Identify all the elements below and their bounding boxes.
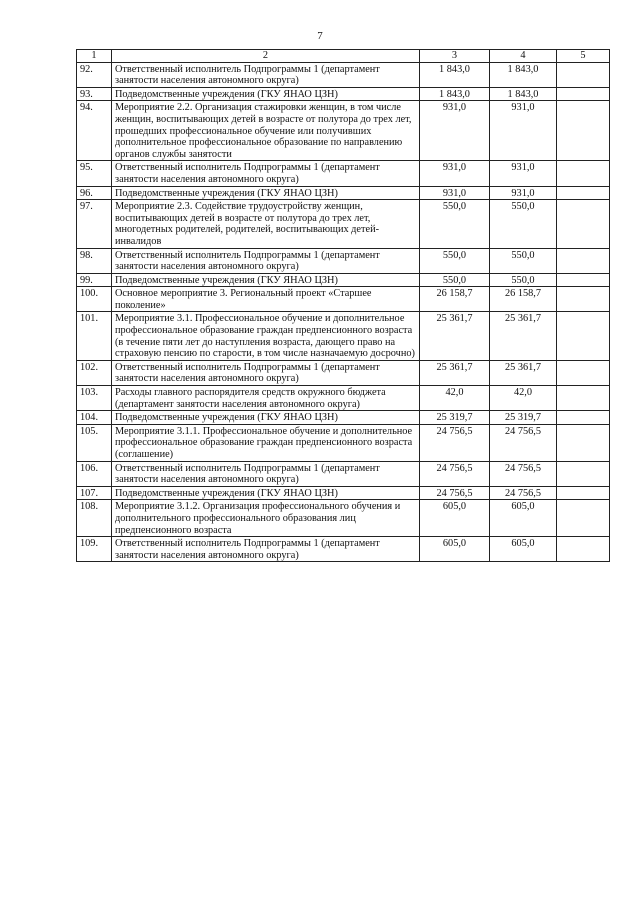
- row-description-cell: Мероприятие 3.1.2. Организация профессионального обучения и дополнительного профессионального образования лиц предпенсионного возраста: [112, 500, 420, 537]
- table-row: [77, 87, 610, 101]
- row-value-col5-cell: [557, 186, 610, 200]
- row-number-cell: 96.: [77, 186, 112, 200]
- row-value-col4-cell: 25 361,7: [490, 360, 557, 385]
- row-value-col5-cell: [557, 101, 610, 161]
- row-value-col5-cell: [557, 411, 610, 425]
- row-value-col3-cell: 605,0: [420, 500, 490, 537]
- table-row: [77, 287, 610, 312]
- row-description-cell: Расходы главного распорядителя средств окружного бюджета (департамент занятости населения автономного округа): [112, 386, 420, 411]
- row-number-cell: 104.: [77, 411, 112, 425]
- row-description-cell: Подведомственные учреждения (ГКУ ЯНАО ЦЗН): [112, 486, 420, 500]
- row-value-col5-cell: [557, 248, 610, 273]
- row-value-col3-cell: 24 756,5: [420, 424, 490, 461]
- row-number-cell: 107.: [77, 486, 112, 500]
- row-description-cell: Мероприятие 2.2. Организация стажировки женщин, в том числе женщин, воспитывающих детей в возрасте от полутора до трех лет, прошедших профессиональное обучение или получивших дополнительное профессиональное образование по направлению органов службы занятости: [112, 101, 420, 161]
- table-row: [77, 537, 610, 562]
- page-number: 7: [317, 30, 323, 42]
- row-description-cell: Ответственный исполнитель Подпрограммы 1 (департамент занятости населения автономного округа): [112, 161, 420, 186]
- row-value-col4-cell: 931,0: [490, 161, 557, 186]
- table-header-row: [77, 50, 610, 63]
- table-row: [77, 62, 610, 87]
- table-body: [77, 62, 610, 562]
- budget-table: [76, 49, 610, 562]
- row-description-cell: Ответственный исполнитель Подпрограммы 1 (департамент занятости населения автономного округа): [112, 248, 420, 273]
- table-row: [77, 312, 610, 360]
- table-row: [77, 248, 610, 273]
- row-value-col4-cell: 605,0: [490, 500, 557, 537]
- table-row: [77, 200, 610, 248]
- table-row: [77, 161, 610, 186]
- row-value-col5-cell: [557, 537, 610, 562]
- row-number-cell: 106.: [77, 461, 112, 486]
- row-description-cell: Ответственный исполнитель Подпрограммы 1 (департамент занятости населения автономного округа): [112, 360, 420, 385]
- row-value-col3-cell: 25 319,7: [420, 411, 490, 425]
- row-value-col3-cell: 24 756,5: [420, 461, 490, 486]
- row-number-cell: 100.: [77, 287, 112, 312]
- header-col-1: 1: [77, 50, 112, 63]
- row-value-col5-cell: [557, 360, 610, 385]
- row-value-col5-cell: [557, 312, 610, 360]
- row-description-cell: Ответственный исполнитель Подпрограммы 1 (департамент занятости населения автономного округа): [112, 461, 420, 486]
- row-value-col3-cell: 931,0: [420, 186, 490, 200]
- row-value-col5-cell: [557, 386, 610, 411]
- table-row: [77, 101, 610, 161]
- row-value-col4-cell: 24 756,5: [490, 424, 557, 461]
- row-value-col5-cell: [557, 62, 610, 87]
- table-row: [77, 500, 610, 537]
- row-value-col5-cell: [557, 161, 610, 186]
- row-number-cell: 97.: [77, 200, 112, 248]
- row-value-col4-cell: 25 361,7: [490, 312, 557, 360]
- row-description-cell: Подведомственные учреждения (ГКУ ЯНАО ЦЗН): [112, 87, 420, 101]
- table-row: [77, 424, 610, 461]
- header-col-4: 4: [490, 50, 557, 63]
- row-value-col4-cell: 550,0: [490, 200, 557, 248]
- row-value-col5-cell: [557, 424, 610, 461]
- row-value-col5-cell: [557, 273, 610, 287]
- row-value-col3-cell: 1 843,0: [420, 62, 490, 87]
- row-value-col3-cell: 605,0: [420, 537, 490, 562]
- row-value-col5-cell: [557, 461, 610, 486]
- row-value-col4-cell: 42,0: [490, 386, 557, 411]
- row-number-cell: 99.: [77, 273, 112, 287]
- row-value-col4-cell: 1 843,0: [490, 62, 557, 87]
- table-row: [77, 386, 610, 411]
- row-description-cell: Ответственный исполнитель Подпрограммы 1 (департамент занятости населения автономного округа): [112, 62, 420, 87]
- row-value-col3-cell: 931,0: [420, 161, 490, 186]
- row-description-cell: Мероприятие 3.1.1. Профессиональное обучение и дополнительное профессиональное образование граждан предпенсионного возраста (соглашение): [112, 424, 420, 461]
- row-number-cell: 98.: [77, 248, 112, 273]
- row-value-col4-cell: 24 756,5: [490, 461, 557, 486]
- row-value-col4-cell: 25 319,7: [490, 411, 557, 425]
- row-description-cell: Подведомственные учреждения (ГКУ ЯНАО ЦЗН): [112, 411, 420, 425]
- table-row: [77, 411, 610, 425]
- row-value-col5-cell: [557, 200, 610, 248]
- row-value-col3-cell: 25 361,7: [420, 360, 490, 385]
- table-row: [77, 461, 610, 486]
- row-value-col4-cell: 931,0: [490, 101, 557, 161]
- row-number-cell: 108.: [77, 500, 112, 537]
- row-value-col5-cell: [557, 87, 610, 101]
- header-col-2: 2: [112, 50, 420, 63]
- row-description-cell: Мероприятие 2.3. Содействие трудоустройству женщин, воспитывающих детей в возрасте от полутора до трех лет, многодетных родителей, родителей, воспитывающих детей-инвалидов: [112, 200, 420, 248]
- row-number-cell: 92.: [77, 62, 112, 87]
- row-value-col4-cell: 550,0: [490, 248, 557, 273]
- row-number-cell: 102.: [77, 360, 112, 385]
- row-value-col3-cell: 550,0: [420, 248, 490, 273]
- row-number-cell: 95.: [77, 161, 112, 186]
- table-row: [77, 273, 610, 287]
- row-value-col3-cell: 550,0: [420, 273, 490, 287]
- row-value-col3-cell: 931,0: [420, 101, 490, 161]
- row-description-cell: Подведомственные учреждения (ГКУ ЯНАО ЦЗН): [112, 186, 420, 200]
- row-value-col3-cell: 24 756,5: [420, 486, 490, 500]
- row-value-col4-cell: 550,0: [490, 273, 557, 287]
- row-value-col4-cell: 26 158,7: [490, 287, 557, 312]
- row-description-cell: Подведомственные учреждения (ГКУ ЯНАО ЦЗН): [112, 273, 420, 287]
- row-number-cell: 93.: [77, 87, 112, 101]
- table-row: [77, 486, 610, 500]
- row-number-cell: 94.: [77, 101, 112, 161]
- row-number-cell: 109.: [77, 537, 112, 562]
- row-value-col5-cell: [557, 486, 610, 500]
- row-value-col3-cell: 26 158,7: [420, 287, 490, 312]
- row-value-col5-cell: [557, 287, 610, 312]
- table-row: [77, 360, 610, 385]
- row-value-col4-cell: 605,0: [490, 537, 557, 562]
- row-value-col3-cell: 550,0: [420, 200, 490, 248]
- header-col-5: 5: [557, 50, 610, 63]
- row-value-col4-cell: 24 756,5: [490, 486, 557, 500]
- row-description-cell: Основное мероприятие 3. Региональный проект «Старшее поколение»: [112, 287, 420, 312]
- row-value-col3-cell: 25 361,7: [420, 312, 490, 360]
- row-description-cell: Мероприятие 3.1. Профессиональное обучение и дополнительное профессиональное образование граждан предпенсионного возраста (в течение пяти лет до наступления возраста, дающего право на страховую пенсию по старости, в том числе назначаемую досрочно): [112, 312, 420, 360]
- header-col-3: 3: [420, 50, 490, 63]
- table-row: [77, 186, 610, 200]
- row-value-col3-cell: 1 843,0: [420, 87, 490, 101]
- row-number-cell: 105.: [77, 424, 112, 461]
- row-description-cell: Ответственный исполнитель Подпрограммы 1 (департамент занятости населения автономного округа): [112, 537, 420, 562]
- row-number-cell: 101.: [77, 312, 112, 360]
- row-value-col4-cell: 1 843,0: [490, 87, 557, 101]
- row-value-col5-cell: [557, 500, 610, 537]
- row-value-col4-cell: 931,0: [490, 186, 557, 200]
- row-value-col3-cell: 42,0: [420, 386, 490, 411]
- row-number-cell: 103.: [77, 386, 112, 411]
